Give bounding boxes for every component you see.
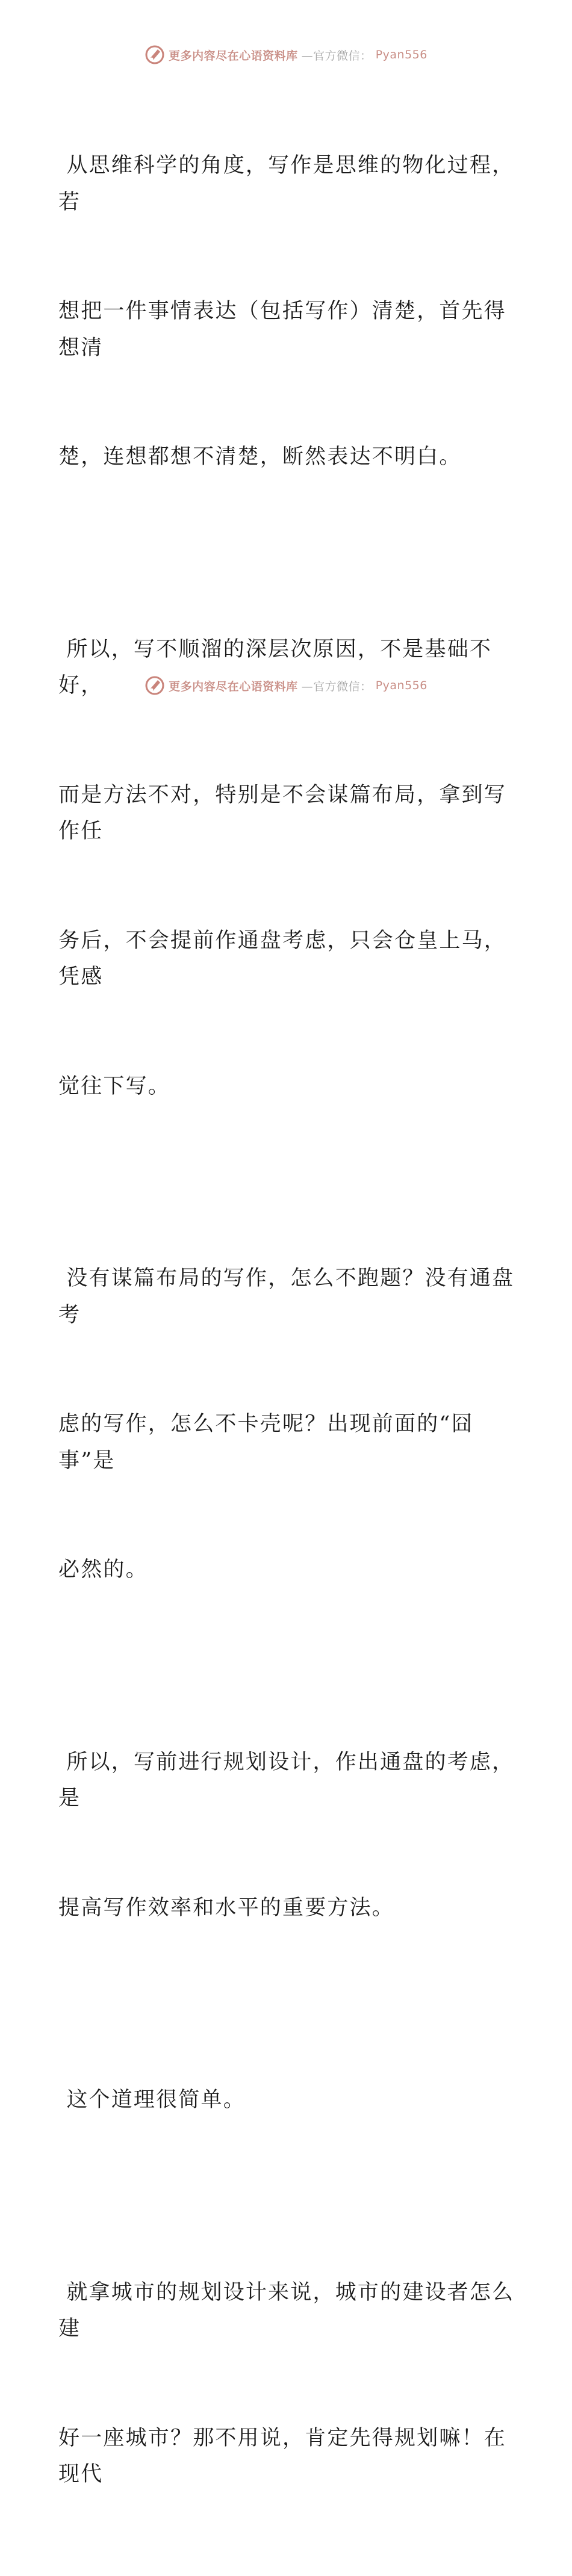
watermark-text: 更多内容尽在心语资料库 xyxy=(169,680,298,693)
pen-nib-logo-icon xyxy=(145,45,165,65)
watermark-wechat-id: Pyan556 xyxy=(375,48,427,61)
text-line: 所以，写不顺溜的深层次原因，不是基础不好， xyxy=(58,637,493,698)
paragraph xyxy=(58,559,516,1178)
text-line: 好一座城市？那不用说，肯定先得规划嘛！在现代 xyxy=(58,2426,507,2486)
text-line: 虑的写作，怎么不卡壳呢？出现前面的“囧事”是 xyxy=(58,1412,474,1473)
paragraph xyxy=(58,1187,516,1661)
text-line: 提高写作效率和水平的重要方法。 xyxy=(58,1895,395,1920)
header-watermark xyxy=(0,45,572,65)
watermark-separator: —官方微信： xyxy=(301,49,372,63)
text-line: 而是方法不对，特别是不会谋篇布局，拿到写作任 xyxy=(58,782,507,843)
paragraph xyxy=(58,2009,516,2191)
watermark-wechat-id: Pyan556 xyxy=(375,679,427,692)
paragraph xyxy=(58,75,516,548)
text-line: 从思维科学的角度，写作是思维的物化过程，若 xyxy=(58,153,515,214)
document-body xyxy=(58,75,516,2576)
text-line: 觉往下写。 xyxy=(58,1074,171,1098)
text-line: 没有谋篇布局的写作，怎么不跑题？没有通盘考 xyxy=(58,1266,515,1327)
paragraph xyxy=(58,2202,516,2566)
text-line: 务后，不会提前作通盘考虑，只会仓皇上马，凭感 xyxy=(58,928,507,989)
text-line: 楚，连想都想不清楚，断然表达不明白。 xyxy=(58,445,462,469)
text-line: 就拿城市的规划设计来说，城市的建设者怎么建 xyxy=(58,2280,515,2341)
pen-nib-logo-icon xyxy=(145,675,165,696)
text-line: 所以，写前进行规划设计，作出通盘的考虑，是 xyxy=(58,1750,515,1810)
text-line: 想把一件事情表达（包括写作）清楚，首先得想清 xyxy=(58,299,507,360)
footer-watermark xyxy=(0,675,572,696)
text-line: 必然的。 xyxy=(58,1558,148,1582)
watermark-text: 更多内容尽在心语资料库 xyxy=(169,49,298,63)
paragraph xyxy=(58,1671,516,1999)
text-line: 这个道理很简单。 xyxy=(58,2088,246,2112)
watermark-separator: —官方微信： xyxy=(301,680,372,693)
